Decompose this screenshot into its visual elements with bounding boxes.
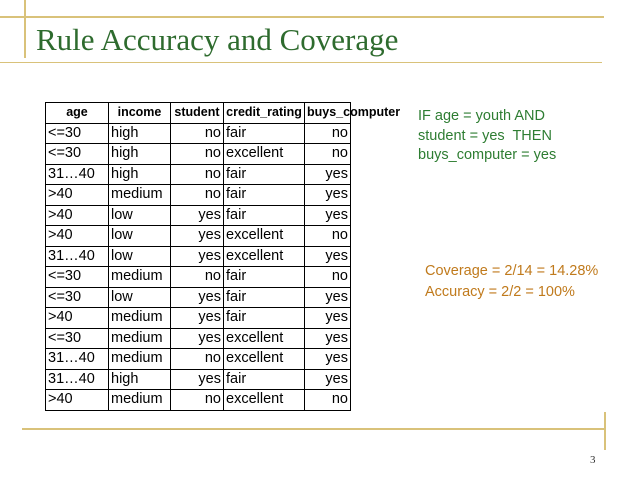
accuracy-value: Accuracy = 2/2 = 100% (425, 284, 575, 300)
cell-income: low (109, 205, 171, 226)
cell-credit-rating: fair (224, 164, 305, 185)
cell-credit-rating: fair (224, 369, 305, 390)
cell-age: 31…40 (46, 246, 109, 267)
top-decor-horizontal-line (0, 16, 604, 18)
cell-credit-rating: excellent (224, 328, 305, 349)
cell-income: low (109, 226, 171, 247)
table-row (46, 390, 351, 411)
cell-buys-computer: no (305, 267, 351, 288)
cell-credit-rating: excellent (224, 144, 305, 165)
cell-buys-computer: yes (305, 164, 351, 185)
cell-credit-rating: fair (224, 205, 305, 226)
cell-buys-computer: no (305, 226, 351, 247)
cell-student: yes (171, 308, 224, 329)
cell-buys-computer: yes (305, 185, 351, 206)
cell-age: 31…40 (46, 369, 109, 390)
cell-income: medium (109, 185, 171, 206)
cell-credit-rating: excellent (224, 390, 305, 411)
table-row (46, 144, 351, 165)
table-row (46, 267, 351, 288)
rule-line: buys_computer = yes (418, 147, 557, 163)
page-number: 3 (590, 454, 596, 466)
rule-statement (418, 107, 556, 166)
table-row (46, 185, 351, 206)
cell-buys-computer: yes (305, 328, 351, 349)
table-row (46, 246, 351, 267)
header-income: income (109, 103, 171, 124)
cell-student: yes (171, 205, 224, 226)
cell-student: yes (171, 369, 224, 390)
cell-student: yes (171, 328, 224, 349)
title-underline (0, 62, 602, 63)
cell-age: <=30 (46, 328, 109, 349)
cell-age: 31…40 (46, 349, 109, 370)
cell-credit-rating: excellent (224, 246, 305, 267)
cell-income: high (109, 369, 171, 390)
cell-student: yes (171, 246, 224, 267)
table-row (46, 308, 351, 329)
cell-income: medium (109, 267, 171, 288)
cell-age: <=30 (46, 123, 109, 144)
table-header-row (46, 103, 351, 124)
cell-income: high (109, 144, 171, 165)
coverage-value: Coverage = 2/14 = 14.28% (425, 263, 599, 279)
table-row (46, 369, 351, 390)
cell-age: <=30 (46, 267, 109, 288)
cell-income: low (109, 287, 171, 308)
cell-credit-rating: excellent (224, 349, 305, 370)
cell-age: >40 (46, 390, 109, 411)
header-credit-rating: credit_rating (224, 103, 305, 124)
cell-student: yes (171, 226, 224, 247)
cell-age: >40 (46, 226, 109, 247)
cell-buys-computer: yes (305, 205, 351, 226)
header-student: student (171, 103, 224, 124)
rule-line: student = yes THEN (418, 127, 552, 144)
top-decor-vertical-line (24, 0, 26, 58)
cell-income: medium (109, 349, 171, 370)
header-buys-computer: buys_computer (305, 103, 351, 124)
cell-student: no (171, 349, 224, 370)
cell-age: >40 (46, 205, 109, 226)
cell-credit-rating: excellent (224, 226, 305, 247)
cell-credit-rating: fair (224, 185, 305, 206)
cell-income: low (109, 246, 171, 267)
cell-buys-computer: yes (305, 287, 351, 308)
cell-student: yes (171, 287, 224, 308)
table-row (46, 226, 351, 247)
cell-buys-computer: yes (305, 308, 351, 329)
bottom-decor-vertical-line (604, 412, 606, 450)
cell-buys-computer: yes (305, 369, 351, 390)
cell-student: no (171, 390, 224, 411)
table-row (46, 123, 351, 144)
cell-income: high (109, 123, 171, 144)
cell-buys-computer: no (305, 123, 351, 144)
cell-credit-rating: fair (224, 287, 305, 308)
cell-buys-computer: yes (305, 246, 351, 267)
slide-title: Rule Accuracy and Coverage (36, 22, 399, 57)
rule-line: IF age = youth AND (418, 108, 545, 124)
cell-credit-rating: fair (224, 267, 305, 288)
cell-age: 31…40 (46, 164, 109, 185)
table-row (46, 349, 351, 370)
cell-age: >40 (46, 308, 109, 329)
cell-student: no (171, 164, 224, 185)
cell-buys-computer: no (305, 390, 351, 411)
cell-income: medium (109, 390, 171, 411)
cell-credit-rating: fair (224, 123, 305, 144)
table-row (46, 164, 351, 185)
table-row (46, 287, 351, 308)
cell-student: no (171, 267, 224, 288)
cell-income: medium (109, 308, 171, 329)
header-age: age (46, 103, 109, 124)
table-row (46, 328, 351, 349)
cell-credit-rating: fair (224, 308, 305, 329)
table-row (46, 205, 351, 226)
cell-buys-computer: yes (305, 349, 351, 370)
cell-income: medium (109, 328, 171, 349)
training-data-table (45, 102, 401, 411)
cell-student: no (171, 144, 224, 165)
cell-income: high (109, 164, 171, 185)
cell-age: <=30 (46, 287, 109, 308)
cell-age: <=30 (46, 144, 109, 165)
rule-metrics (425, 261, 598, 303)
cell-student: no (171, 123, 224, 144)
bottom-decor-horizontal-line (22, 428, 606, 430)
cell-student: no (171, 185, 224, 206)
cell-buys-computer: no (305, 144, 351, 165)
cell-age: >40 (46, 185, 109, 206)
